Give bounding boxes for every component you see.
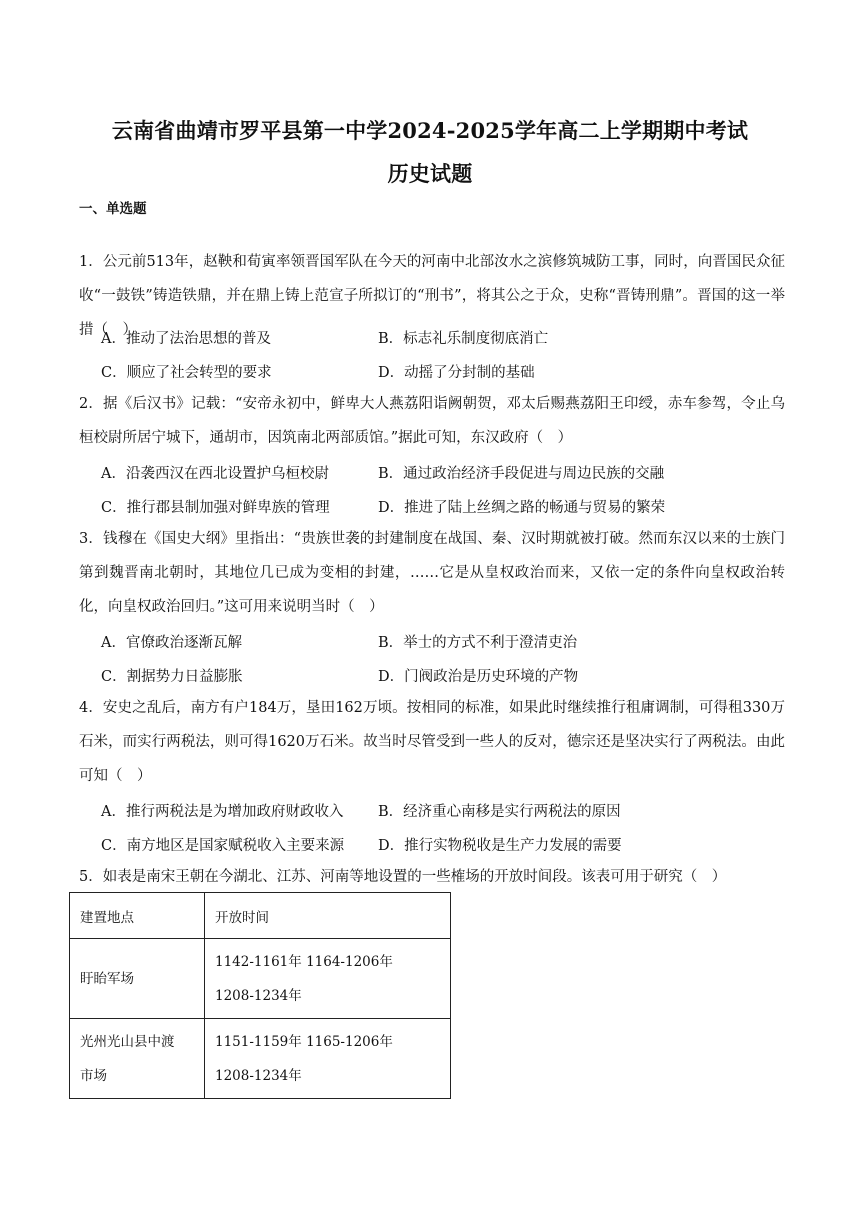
table-header-row — [70, 893, 451, 939]
question-1-option-d: D．动摇了分封制的基础 — [378, 365, 535, 381]
exam-title: 云南省曲靖市罗平县第一中学2024-2025学年高二上学期期中考试 — [111, 118, 749, 143]
question-2-option-b: B．通过政治经济手段促进与周边民族的交融 — [378, 466, 665, 482]
table-header-cell: 建置地点 — [70, 893, 205, 939]
table-cell-times — [205, 1019, 451, 1099]
exam-subtitle: 历史试题 — [387, 161, 473, 186]
table-header-cell: 开放时间 — [205, 893, 451, 939]
cell-line: 盱眙军场 — [80, 970, 134, 987]
question-3-option-a: A．官僚政治逐渐瓦解 — [101, 635, 242, 651]
question-4-option-c: C．南方地区是国家赋税收入主要来源 — [101, 838, 345, 854]
cell-line: 1208-1234年 — [215, 987, 302, 1004]
question-4-option-d: D．推行实物税收是生产力发展的需要 — [378, 838, 622, 854]
section-heading: 一、单选题 — [79, 201, 147, 217]
question-1-option-c: C．顺应了社会转型的要求 — [101, 365, 272, 381]
question-3-option-b: B．举士的方式不利于澄清吏治 — [378, 635, 578, 651]
table-row — [70, 1019, 451, 1099]
question-4-stem: 4．安史之乱后，南方有户184万，垦田162万顷。按相同的标准，如果此时继续推行租庸调制，可得租330万石米，而实行两税法，则可得1620万石米。故当时尽管受到一些人的反对，德宗还是坚决实行了两税法。由此可知（ ） — [79, 700, 785, 784]
cell-line: 光州光山县中渡 — [80, 1033, 175, 1050]
trade-market-table — [69, 892, 451, 1099]
question-1-stem: 1．公元前513年，赵鞅和荀寅率领晋国军队在今天的河南中北部汝水之滨修筑城防工事，同时，向晋国民众征收“一鼓铁”铸造铁鼎，并在鼎上铸上范宣子所拟订的“刑书”，将其公之于众，史称“晋铸刑鼎”。晋国的这一举措（ ） — [79, 254, 785, 338]
question-4-option-a: A．推行两税法是为增加政府财政收入 — [101, 804, 344, 820]
table-row — [70, 939, 451, 1019]
table-cell-times — [205, 939, 451, 1019]
cell-line: 市场 — [80, 1067, 107, 1084]
question-3-option-d: D．门阀政治是历史环境的产物 — [378, 669, 579, 685]
question-4-option-b: B．经济重心南移是实行两税法的原因 — [378, 804, 621, 820]
cell-line: 1151-1159年 1165-1206年 — [215, 1033, 393, 1050]
question-3-stem: 3．钱穆在《国史大纲》里指出：“贵族世袭的封建制度在战国、秦、汉时期就被打破。然而东汉以来的士族门第到魏晋南北朝时，其地位几已成为变相的封建，……它是从皇权政治而来，又依一定的条件向皇权政治转化，向皇权政治回归。”这可用来说明当时（ ） — [79, 531, 785, 615]
table-cell-place — [70, 939, 205, 1019]
question-2-option-c: C．推行郡县制加强对鲜卑族的管理 — [101, 500, 330, 516]
question-3-option-c: C．割据势力日益膨胀 — [101, 669, 243, 685]
question-5-stem: 5．如表是南宋王朝在今湖北、江苏、河南等地设置的一些榷场的开放时间段。该表可用于研究（ ） — [79, 869, 727, 885]
question-2-option-a: A．沿袭西汉在西北设置护乌桓校尉 — [101, 466, 329, 482]
question-2-stem: 2．据《后汉书》记载：“安帝永初中，鲜卑大人燕荔阳诣阙朝贺，邓太后赐燕荔阳王印绶，赤车参驾，令止乌桓校尉所居宁城下，通胡市，因筑南北两部质馆。”据此可知，东汉政府（ ） — [79, 396, 785, 446]
question-1-option-b: B．标志礼乐制度彻底消亡 — [378, 331, 549, 347]
question-2-option-d: D．推进了陆上丝绸之路的畅通与贸易的繁荣 — [378, 500, 666, 516]
question-1-option-a: A．推动了法治思想的普及 — [101, 331, 271, 347]
cell-line: 1208-1234年 — [215, 1067, 302, 1084]
cell-line: 1142-1161年 1164-1206年 — [215, 953, 393, 970]
table-cell-place — [70, 1019, 205, 1099]
